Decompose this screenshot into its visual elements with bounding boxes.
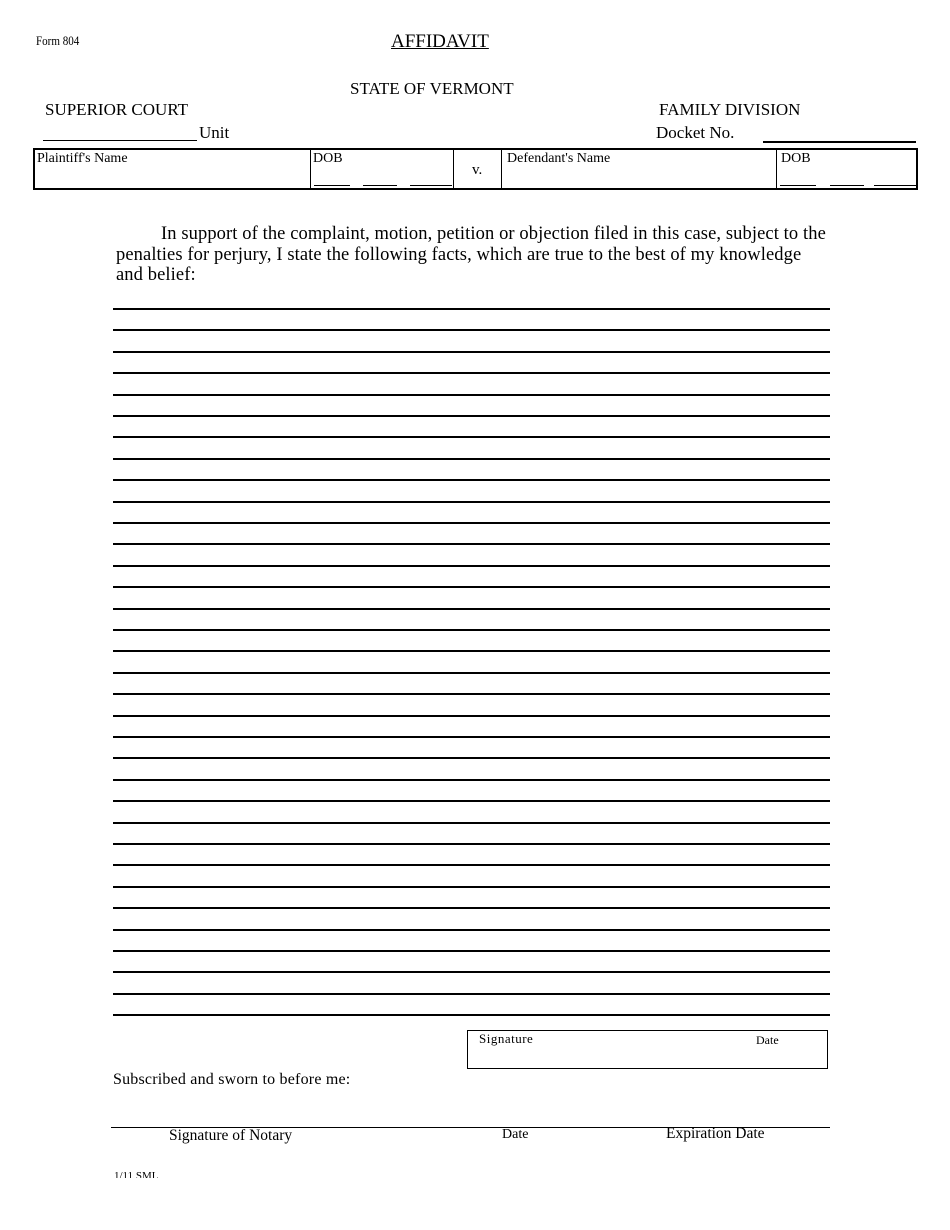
docket-field[interactable] <box>763 141 916 143</box>
facts-line[interactable] <box>113 864 830 866</box>
facts-line[interactable] <box>113 672 830 674</box>
facts-line[interactable] <box>113 308 830 310</box>
facts-line[interactable] <box>113 929 830 931</box>
notary-signature-label: Signature of Notary <box>169 1127 293 1144</box>
facts-line[interactable] <box>113 650 830 652</box>
plaintiff-dob-year[interactable] <box>410 185 452 186</box>
facts-line[interactable] <box>113 415 830 417</box>
plaintiff-name-label: Plaintiff's Name <box>37 151 128 166</box>
facts-line[interactable] <box>113 715 830 717</box>
facts-line[interactable] <box>113 950 830 952</box>
plaintiff-dob-field[interactable] <box>311 150 454 188</box>
facts-line[interactable] <box>113 501 830 503</box>
facts-line[interactable] <box>113 543 830 545</box>
plaintiff-dob-month[interactable] <box>314 185 350 186</box>
facts-line[interactable] <box>113 822 830 824</box>
plaintiff-name-field[interactable] <box>35 150 311 188</box>
facts-line[interactable] <box>113 586 830 588</box>
unit-label: Unit <box>199 123 230 142</box>
affidavit-statement-text: In support of the complaint, motion, petition or objection filed in this case, subject to the penalties for perjury, I state the following facts, which are true to the best of my knowledge and belief: <box>116 224 826 285</box>
defendant-dob-year[interactable] <box>874 185 916 186</box>
facts-line[interactable] <box>113 458 830 460</box>
facts-line[interactable] <box>113 522 830 524</box>
facts-line[interactable] <box>113 565 830 567</box>
facts-line[interactable] <box>113 394 830 396</box>
facts-line[interactable] <box>113 907 830 909</box>
facts-line[interactable] <box>113 971 830 973</box>
versus-label: v. <box>472 162 483 178</box>
plaintiff-dob-day[interactable] <box>363 185 397 186</box>
facts-line[interactable] <box>113 843 830 845</box>
signature-label: Signature <box>479 1031 534 1046</box>
facts-line[interactable] <box>113 886 830 888</box>
signature-date-label: Date <box>756 1033 779 1047</box>
notary-date-label: Date <box>502 1127 529 1142</box>
facts-line[interactable] <box>113 1014 830 1016</box>
form-number: Form 804 <box>36 33 80 48</box>
plaintiff-dob-label: DOB <box>313 151 343 166</box>
defendant-name-field[interactable] <box>502 150 777 188</box>
facts-line[interactable] <box>113 993 830 995</box>
affiant-signature-box[interactable] <box>467 1030 828 1069</box>
party-table <box>33 148 918 190</box>
facts-line[interactable] <box>113 436 830 438</box>
facts-line[interactable] <box>113 736 830 738</box>
facts-line[interactable] <box>113 372 830 374</box>
expiration-date-label: Expiration Date <box>666 1125 765 1142</box>
facts-line[interactable] <box>113 757 830 759</box>
facts-line[interactable] <box>113 779 830 781</box>
facts-line[interactable] <box>113 693 830 695</box>
defendant-dob-month[interactable] <box>780 185 816 186</box>
facts-line[interactable] <box>113 629 830 631</box>
form-title: AFFIDAVIT <box>391 31 489 52</box>
court-name: SUPERIOR COURT <box>45 100 189 119</box>
revision-code: 1/11 SML <box>114 1170 159 1178</box>
state-heading: STATE OF VERMONT <box>350 79 514 98</box>
defendant-dob-field[interactable] <box>777 150 918 188</box>
facts-line[interactable] <box>113 329 830 331</box>
versus-cell <box>454 150 502 188</box>
facts-line[interactable] <box>113 608 830 610</box>
docket-label: Docket No. <box>656 123 735 142</box>
sworn-statement: Subscribed and sworn to before me: <box>113 1071 351 1088</box>
unit-field[interactable] <box>43 140 197 141</box>
defendant-dob-label: DOB <box>781 151 811 166</box>
facts-line[interactable] <box>113 800 830 802</box>
affidavit-statement <box>116 224 828 286</box>
division-name: FAMILY DIVISION <box>659 100 801 119</box>
facts-line[interactable] <box>113 351 830 353</box>
facts-line[interactable] <box>113 479 830 481</box>
defendant-dob-day[interactable] <box>830 185 864 186</box>
defendant-name-label: Defendant's Name <box>507 151 611 166</box>
